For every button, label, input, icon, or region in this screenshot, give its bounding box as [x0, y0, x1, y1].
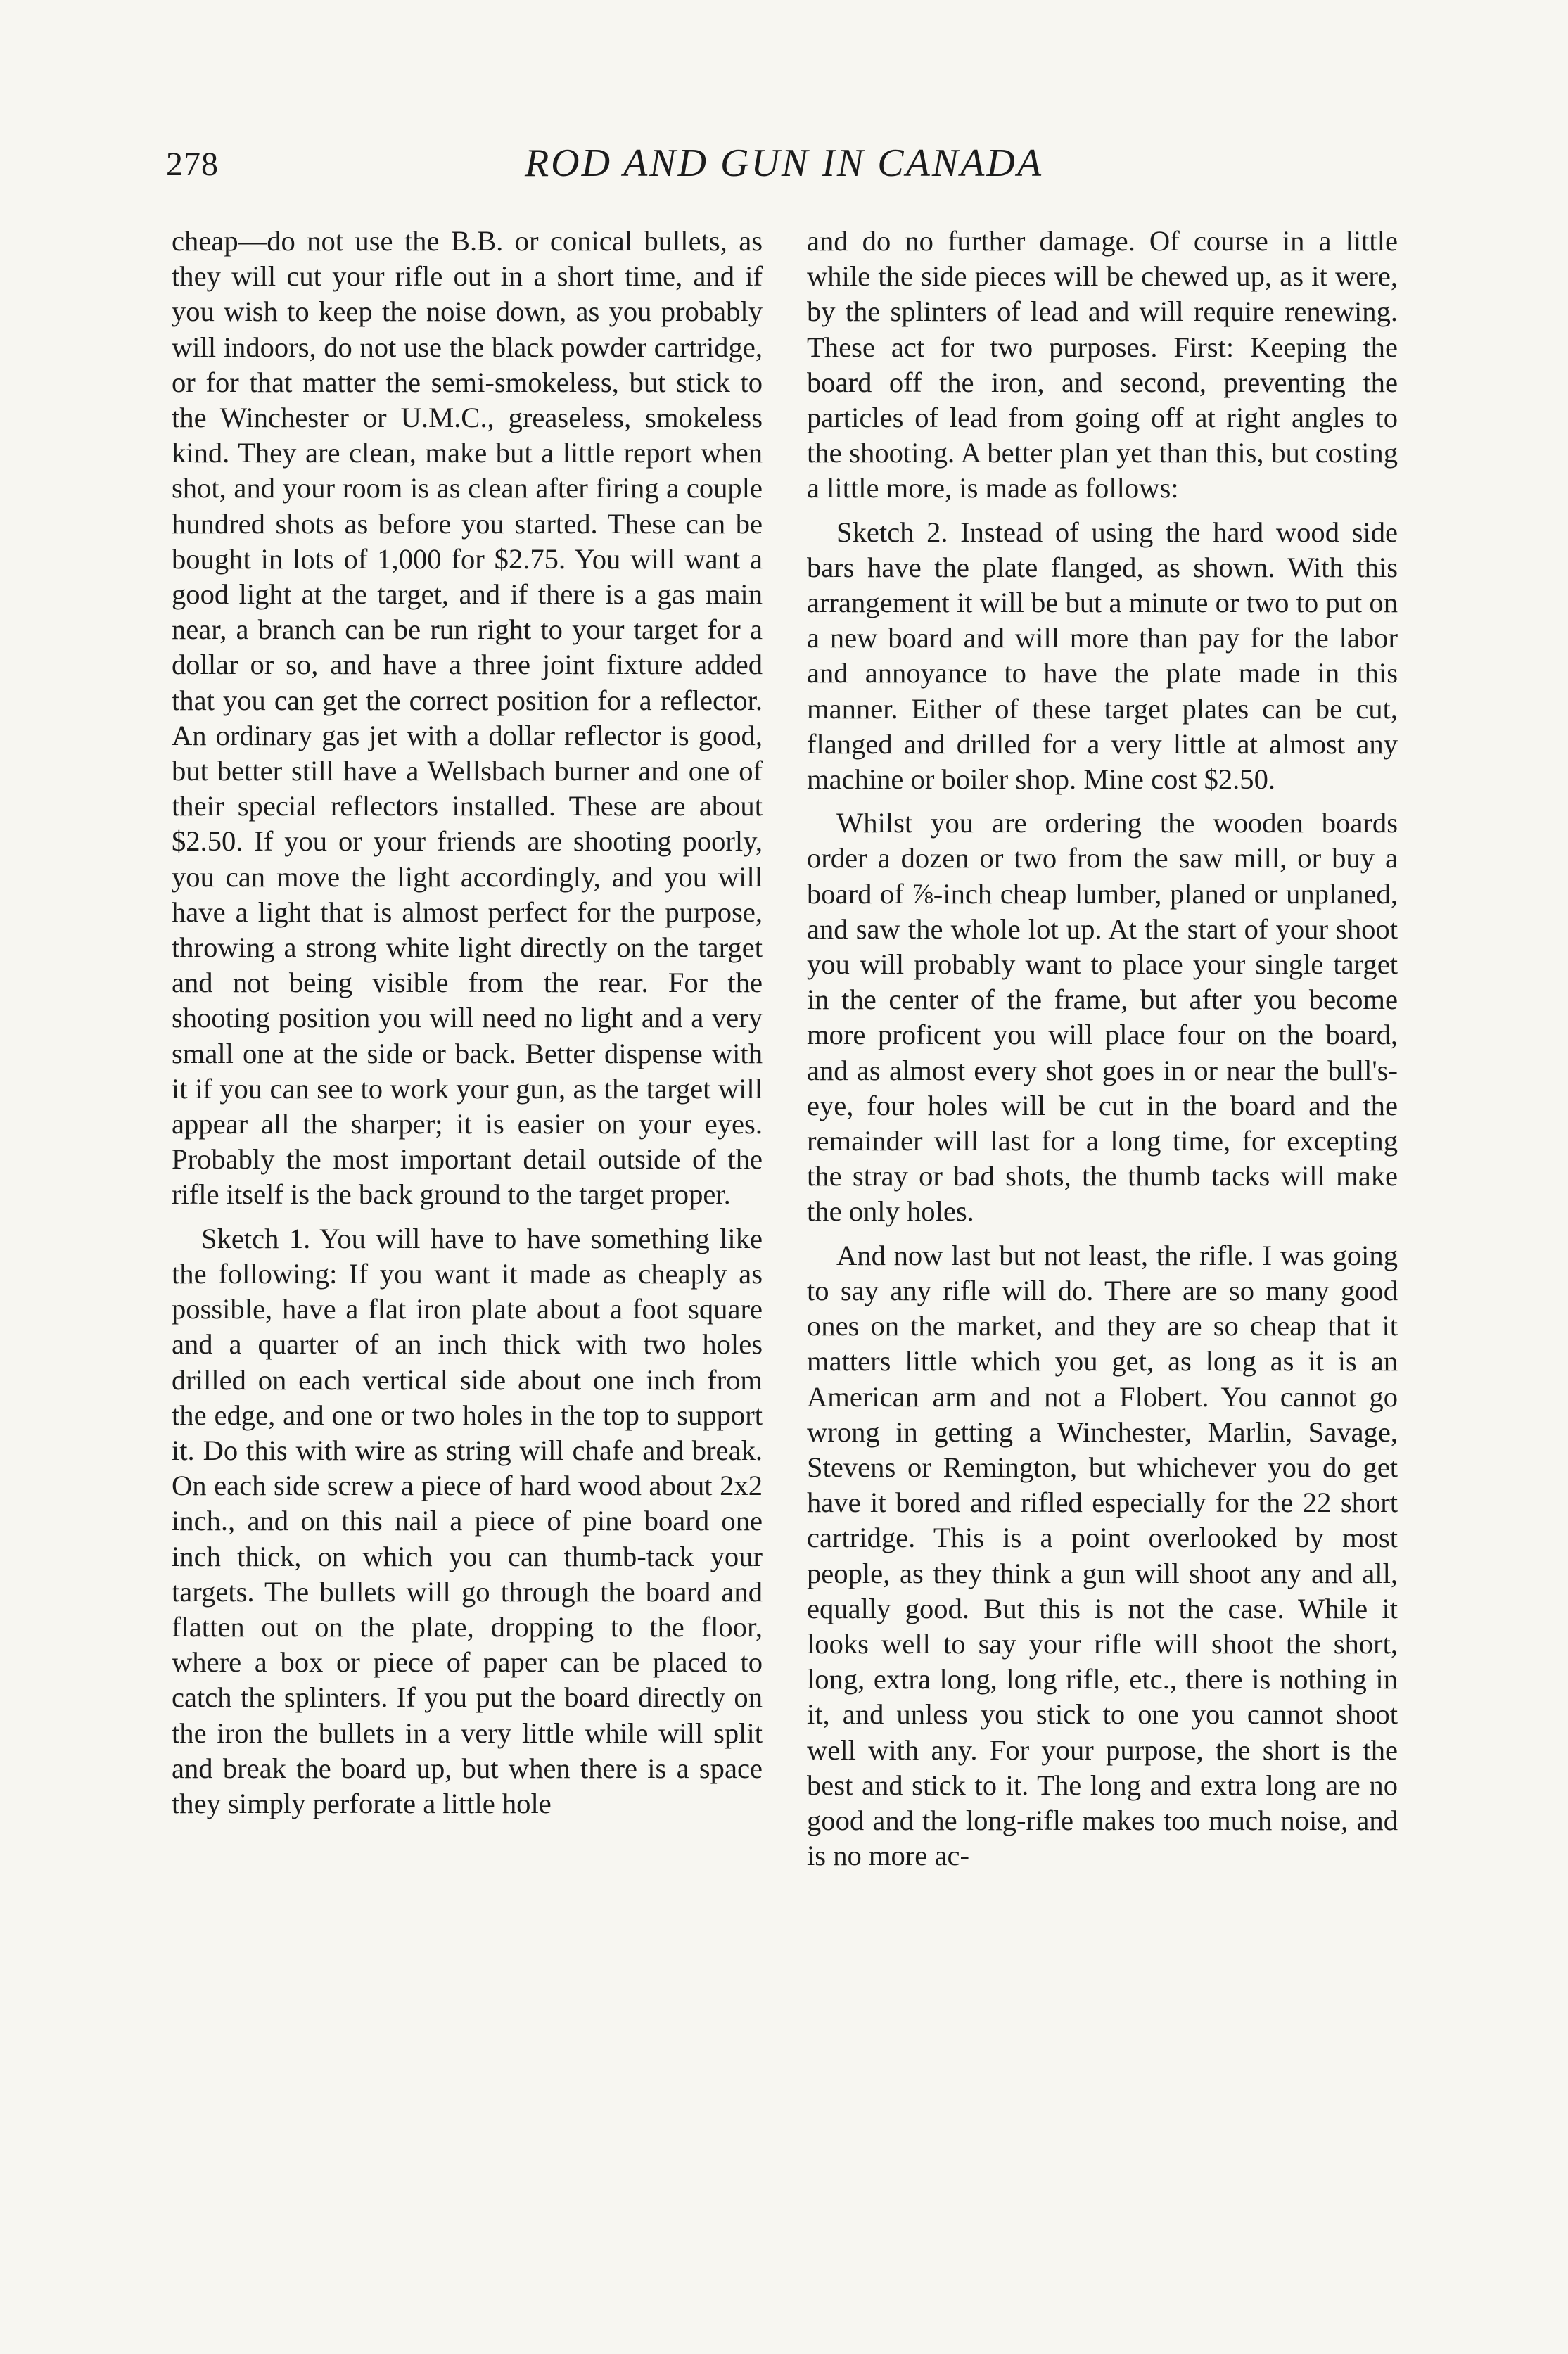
paragraph-sketch-1: Sketch 1. You will have to have something like the following: If you want it made as cheaply as possible, have a flat iron plate about a foot square and a quarter of an inch thick with two holes drilled on each vertical side about one inch from the edge, and one or two holes in the top to support it. Do this with wire as string will chafe and break. On each side screw a piece of hard wood about 2x2 inch., and on this nail a piece of pine board one inch thick, on which you can thumb-tack your targets. The bullets will go through the board and flatten out on the plate, dropping to the floor, where a box or piece of paper can be placed to catch the splinters. If you put the board directly on the iron the bullets in a very little while will split and break the board up, but when there is a space they simply perforate a little hole: [172, 1222, 763, 1819]
journal-title: ROD AND GUN IN CANADA: [524, 141, 1044, 185]
left-column: [172, 224, 763, 1821]
paragraph-continued: and do no further damage. Of course in a little while the side pieces will be chewed up, as it were, by the splinters of lead and will require renewing. These act for two purposes. First: Keeping the board off the iron, and second, preventing the particles of lead from going off at right angles to the shooting. A better plan yet than this, but costing a little more, is made as follows:: [807, 225, 1398, 504]
paragraph-the-rifle: And now last but not least, the rifle. I was going to say any rifle will do. There are so many good ones on the market, and they are so cheap that it matters little which you get, as long as it is an American arm and not a Flobert. You cannot go wrong in getting a Winchester, Marlin, Savage, Stevens or Remington, but whichever you do get have it bored and rifled especially for the 22 short cartridge. This is a point overlooked by most people, as they think a gun will shoot any and all, equally good. But this is not the case. While it looks well to say your rifle will shoot the short, long, extra long, long rifle, etc., there is nothing in it, and unless you stick to one you cannot shoot well with any. For your purpose, the short is the best and stick to it. The long and extra long are no good and the long-rifle makes too much noise, and is no more ac-: [807, 1239, 1398, 1872]
paragraph-sketch-2: Sketch 2. Instead of using the hard wood side bars have the plate flanged, as shown. With this arrangement it will be but a minute or two to put on a new board and will more than pay for the labor and annoyance to have the plate made in this manner. Either of these target plates can be cut, flanged and drilled for a very little at almost any machine or boiler shop. Mine cost $2.50.: [807, 516, 1398, 796]
running-head: [141, 141, 1427, 197]
paragraph-wooden-boards: Whilst you are ordering the wooden boards order a dozen or two from the saw mill, or buy a board of ⅞-inch cheap lumber, planed or unplaned, and saw the whole lot up. At the start of your shoot you will probably want to place your single target in the center of the frame, but after you become more proficent you will place four on the board, and as almost every shot goes in or near the bull's-eye, four holes will be cut in the board and the remainder will last for a long time, for excepting the stray or bad shots, the thumb tacks will make the only holes.: [807, 807, 1398, 1228]
page-number: 278: [166, 146, 219, 183]
paragraph-continued: cheap—do not use the B.B. or conical bullets, as they will cut your rifle out in a short time, and if you wish to keep the noise down, as you probably will indoors, do not use the black powder cartridge, or for that matter the semi-smokeless, but stick to the Winchester or U.M.C., greaseless, smokeless kind. They are clean, make but a little report when shot, and your room is as clean after firing a couple hundred shots as before you started. These can be bought in lots of 1,000 for $2.75. You will want a good light at the target, and if there is a gas main near, a branch can be run right to your target for a dollar or so, and have a three joint fixture added that you can get the correct position for a reflector. An ordinary gas jet with a dollar reflector is good, but better still have a Wellsbach burner and one of their special reflectors installed. These are about $2.50. If you or your friends are shooting poorly, you can move the light accordingly, and you will have a light that is almost perfect for the purpose, throwing a strong white light directly on the target and not being visible from the rear. For the shooting position you will need no light and a very small one at the side or back. Better dispense with it if you can see to work your gun, as the target will appear all the sharper; it is easier on your eyes. Probably the most important detail outside of the rifle itself is the back ground to the target proper.: [172, 225, 763, 1211]
right-column: [807, 224, 1398, 1873]
